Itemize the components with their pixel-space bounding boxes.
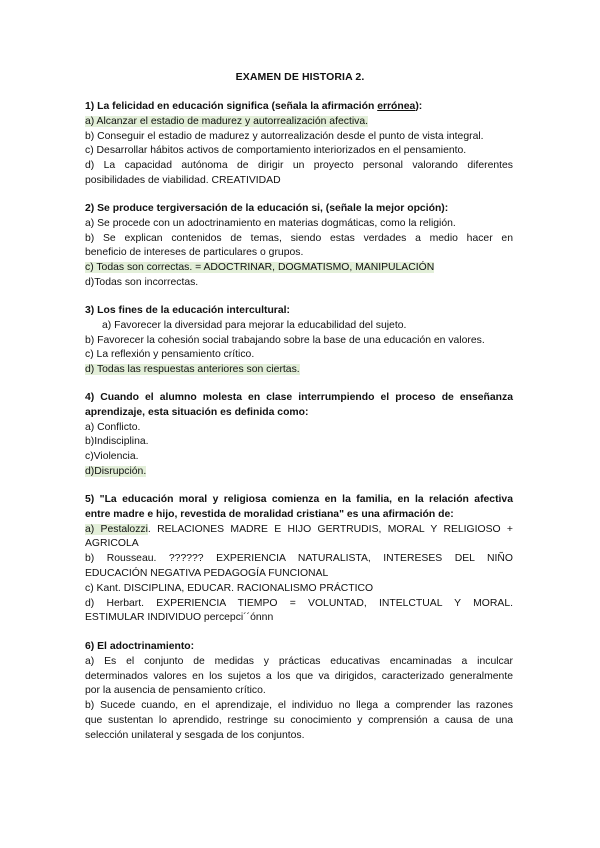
question-5-option-a-highlight: a) Pestalozzi	[85, 523, 148, 535]
question-3-option-a: a) Favorecer la diversidad para mejorar la educabilidad del sujeto.	[102, 319, 407, 331]
question-2-option-d: d)Todas son incorrectas.	[85, 276, 199, 288]
question-4-option-b: b)Indisciplina.	[85, 436, 149, 448]
question-4-stem-line1: 4) Cuando el alumno molesta en clase interrumpiendo el proceso de enseñanza	[85, 392, 513, 403]
question-1-option-b: b) Conseguir el estadio de madurez y autorrealización desde el punto de vista integral.	[85, 130, 484, 142]
question-5	[85, 493, 513, 626]
question-6-option-b-line3: selección unilateral y sesgada de los conjuntos.	[85, 729, 305, 741]
question-1-stem-end: ):	[415, 101, 423, 112]
question-5-option-a-line1	[85, 523, 513, 538]
question-3-stem: 3) Los fines de la educación intercultural:	[85, 305, 290, 316]
question-6-option-a-line2: determinados valores en los sujetos a los que va dirigidos, caracterizado generalmente	[85, 670, 513, 682]
question-6-option-a-line3: por la ausencia de pensamiento crítico.	[85, 685, 266, 697]
question-5-option-a-rest: . RELACIONES MADRE E HIJO GERTRUDIS, MORAL Y RELIGIOSO +	[147, 523, 514, 535]
question-4-option-a: a) Conflicto.	[85, 421, 141, 433]
question-2-option-c-text: c) Todas son correctas. = ADOCTRINAR, DOGMATISMO, MANIPULACIÓN	[85, 262, 435, 274]
question-3-option-c: c) La reflexión y pensamiento crítico.	[85, 349, 255, 361]
question-2-option-c	[85, 261, 513, 276]
question-2-option-b-line1: b) Se explican contenidos de temas, siendo estas verdades a medio hacer en	[85, 232, 513, 244]
question-3	[85, 304, 513, 378]
question-6-stem: 6) El adoctrinamiento:	[85, 641, 195, 652]
question-4-option-d	[85, 465, 513, 480]
question-1-option-a-text: a) Alcanzar el estadio de madurez y autorrealización afectiva.	[85, 115, 369, 127]
page-title: EXAMEN DE HISTORIA 2.	[235, 71, 365, 83]
question-1-option-c: c) Desarrollar hábitos activos de comportamiento interiorizados en el pensamiento.	[85, 145, 467, 157]
question-5-option-a-line2: AGRICOLA	[85, 538, 139, 550]
question-2	[85, 202, 513, 291]
question-6	[85, 640, 513, 744]
question-1-stem-underlined: errónea	[377, 101, 416, 112]
question-1-stem	[85, 100, 513, 115]
question-5-stem-line1: 5) "La educación moral y religiosa comienza en la familia, en la relación afectiva	[85, 494, 513, 505]
question-2-option-a: a) Se procede con un adoctrinamiento en materias dogmáticas, como la religión.	[85, 217, 456, 229]
question-4-option-c: c)Violencia.	[85, 451, 139, 463]
question-2-option-b-line2: beneficio de intereses de particulares o grupos.	[85, 247, 304, 259]
question-3-option-d	[85, 363, 513, 378]
question-1-stem-text: 1) La felicidad en educación significa (señala la afirmación	[85, 101, 378, 112]
question-4-stem-line2: aprendizaje, esta situación es definida como:	[85, 406, 309, 418]
question-6-option-b-line2: que sustentan lo aprendido, restringe su conocimiento y comprensión a causa de una	[85, 714, 513, 726]
question-5-option-b-line2: EDUCACIÓN NEGATIVA PEDAGOGÍA FUNCIONAL	[85, 567, 329, 579]
question-5-stem-line2: entre madre e hijo, revestida de moralidad cristiana" es una afirmación de:	[85, 508, 454, 520]
question-1-option-a	[85, 115, 513, 130]
question-4-option-d-text: d)Disrupción.	[85, 465, 147, 477]
question-2-stem: 2) Se produce tergiversación de la educación si, (señale la mejor opción):	[85, 203, 449, 214]
question-5-option-d-line1: d) Herbart. EXPERIENCIA TIEMPO = VOLUNTAD, INTELCTUAL Y MORAL.	[85, 597, 513, 609]
question-1-option-d-line2: posibilidades de viabilidad. CREATIVIDAD	[85, 174, 281, 186]
question-4	[85, 391, 513, 480]
question-3-option-d-text: d) Todas las respuestas anteriores son ciertas.	[85, 364, 300, 376]
question-5-option-c: c) Kant. DISCIPLINA, EDUCAR. RACIONALISMO PRÁCTICO	[85, 582, 374, 594]
question-6-option-a-line1: a) Es el conjunto de medidas y prácticas educativas encaminadas a inculcar	[85, 655, 513, 667]
question-3-option-b: b) Favorecer la cohesión social trabajando sobre la base de una educación en valores.	[85, 334, 485, 346]
question-1-option-d-line1: d) La capacidad autónoma de dirigir un proyecto personal valorando diferentes	[85, 160, 513, 172]
question-6-option-b-line1: b) Sucede cuando, en el aprendizaje, el individuo no llega a comprender las razones	[85, 700, 513, 712]
question-1	[85, 100, 513, 189]
question-5-option-b-line1: b) Rousseau. ?????? EXPERIENCIA NATURALISTA, INTERESES DEL NIÑO	[85, 553, 513, 565]
question-5-option-d-line2: ESTIMULAR INDIVIDUO percepci´´ónnn	[85, 612, 274, 624]
